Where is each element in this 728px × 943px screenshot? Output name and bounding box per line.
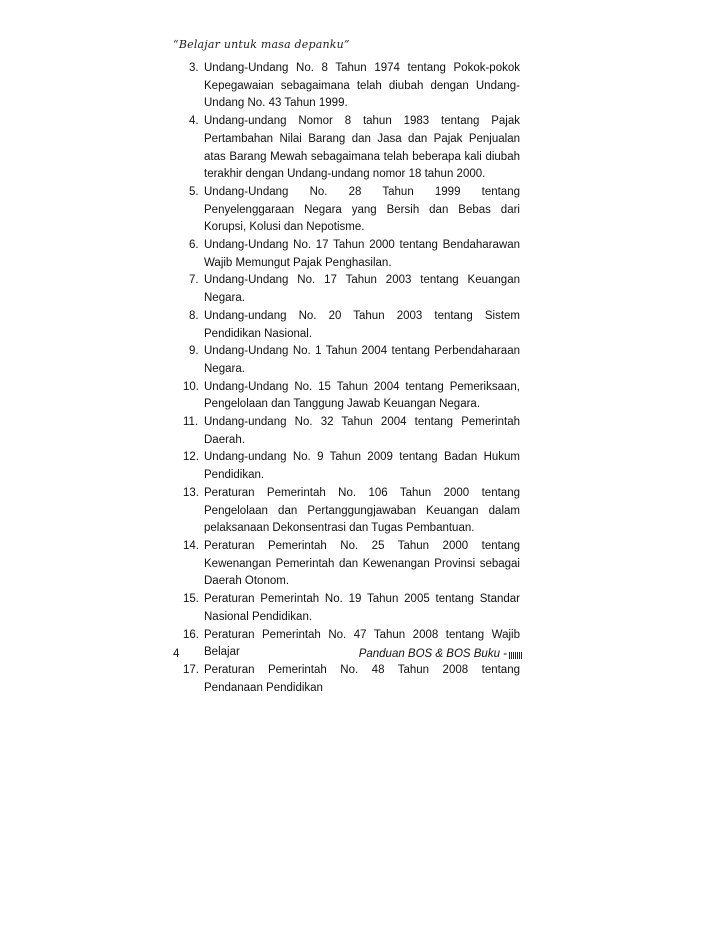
item-number: 4.: [189, 115, 199, 128]
item-text: Undang-Undang No. 28 Tahun 1999 tentang Penyelenggaraan Negara yang Bersih dan Bebas dari Korupsi, Kolusi dan Nepotisme.: [204, 185, 520, 234]
item-number: 14.: [183, 539, 199, 552]
item-number: 11.: [183, 416, 199, 429]
item-number: 5.: [189, 185, 199, 198]
item-number: 10.: [183, 380, 199, 393]
list-item: [183, 60, 520, 113]
regulation-list: [183, 60, 520, 697]
list-item: [183, 485, 520, 538]
item-text: Peraturan Pemerintah No. 19 Tahun 2005 tentang Standar Nasional Pendidikan.: [204, 593, 520, 623]
list-item: [183, 379, 520, 414]
list-item: [183, 237, 520, 272]
item-number: 3.: [189, 62, 199, 74]
item-text: Undang-Undang No. 17 Tahun 2003 tentang Keuangan Negara.: [204, 274, 520, 305]
list-item: [183, 662, 520, 697]
item-text: Peraturan Pemerintah No. 48 Tahun 2008 tentang Pendanaan Pendidikan: [204, 663, 520, 694]
item-text: Undang-undang No. 32 Tahun 2004 tentang Pemerintah Daerah.: [204, 416, 520, 446]
page-number: 4: [173, 648, 180, 660]
list-item: [183, 449, 520, 484]
item-text: Undang-undang No. 9 Tahun 2009 tentang Badan Hukum Pendidikan.: [204, 451, 520, 482]
page-footer: [173, 648, 523, 664]
footer-title: Panduan BOS & BOS Buku -: [358, 648, 507, 660]
item-number: 15.: [183, 593, 199, 606]
item-text: Undang-Undang No. 8 Tahun 1974 tentang Pokok-pokok Kepegawaian sebagaimana telah diubah dengan Undang-Undang No. 43 Tahun 1999.: [204, 62, 520, 110]
list-item: [183, 414, 520, 449]
item-number: 6.: [189, 239, 199, 252]
item-number: 13.: [183, 486, 199, 499]
item-text: Undang-undang No. 20 Tahun 2003 tentang Sistem Pendidikan Nasional.: [204, 309, 520, 340]
list-item: [183, 272, 520, 307]
item-number: 9.: [189, 345, 199, 358]
list-item: [183, 184, 520, 237]
item-number: 17.: [183, 663, 199, 676]
list-item: [183, 591, 520, 626]
list-item: [183, 538, 520, 591]
running-header: “Belajar untuk masa depanku”: [173, 38, 350, 51]
item-text: Peraturan Pemerintah No. 106 Tahun 2000 tentang Pengelolaan dan Pertanggungjawaban Keuangan dalam pelaksanaan Dekonsentrasi dan Tugas Pembantuan.: [204, 486, 520, 535]
item-number: 7.: [189, 274, 199, 287]
list-item: [183, 343, 520, 378]
item-text: Peraturan Pemerintah No. 25 Tahun 2000 tentang Kewenangan Pemerintah dan Kewenangan Provinsi sebagai Daerah Otonom.: [204, 539, 520, 588]
item-text: Undang-Undang No. 17 Tahun 2000 tentang Bendaharawan Wajib Memungut Pajak Penghasilan.: [204, 239, 520, 269]
list-item: [183, 308, 520, 343]
item-number: 12.: [183, 451, 199, 464]
item-text: Peraturan Pemerintah No. 47 Tahun 2008 tentang Wajib Belajar: [204, 628, 520, 659]
item-number: 16.: [183, 628, 199, 641]
item-number: 8.: [189, 309, 199, 322]
item-text: Undang-undang Nomor 8 tahun 1983 tentang Pajak Pertambahan Nilai Barang dan Jasa dan Pajak Penjualan atas Barang Mewah sebagaimana telah beberapa kali diubah terakhir dengan Undang-undang nomor 18 tahun 2000.: [204, 115, 520, 181]
item-text: Undang-Undang No. 1 Tahun 2004 tentang Perbendaharaan Negara.: [204, 345, 520, 375]
list-item: [183, 113, 520, 184]
barcode-icon: [509, 652, 523, 659]
item-text: Undang-Undang No. 15 Tahun 2004 tentang Pemeriksaan, Pengelolaan dan Tanggung Jawab Keuangan Negara.: [204, 380, 520, 411]
